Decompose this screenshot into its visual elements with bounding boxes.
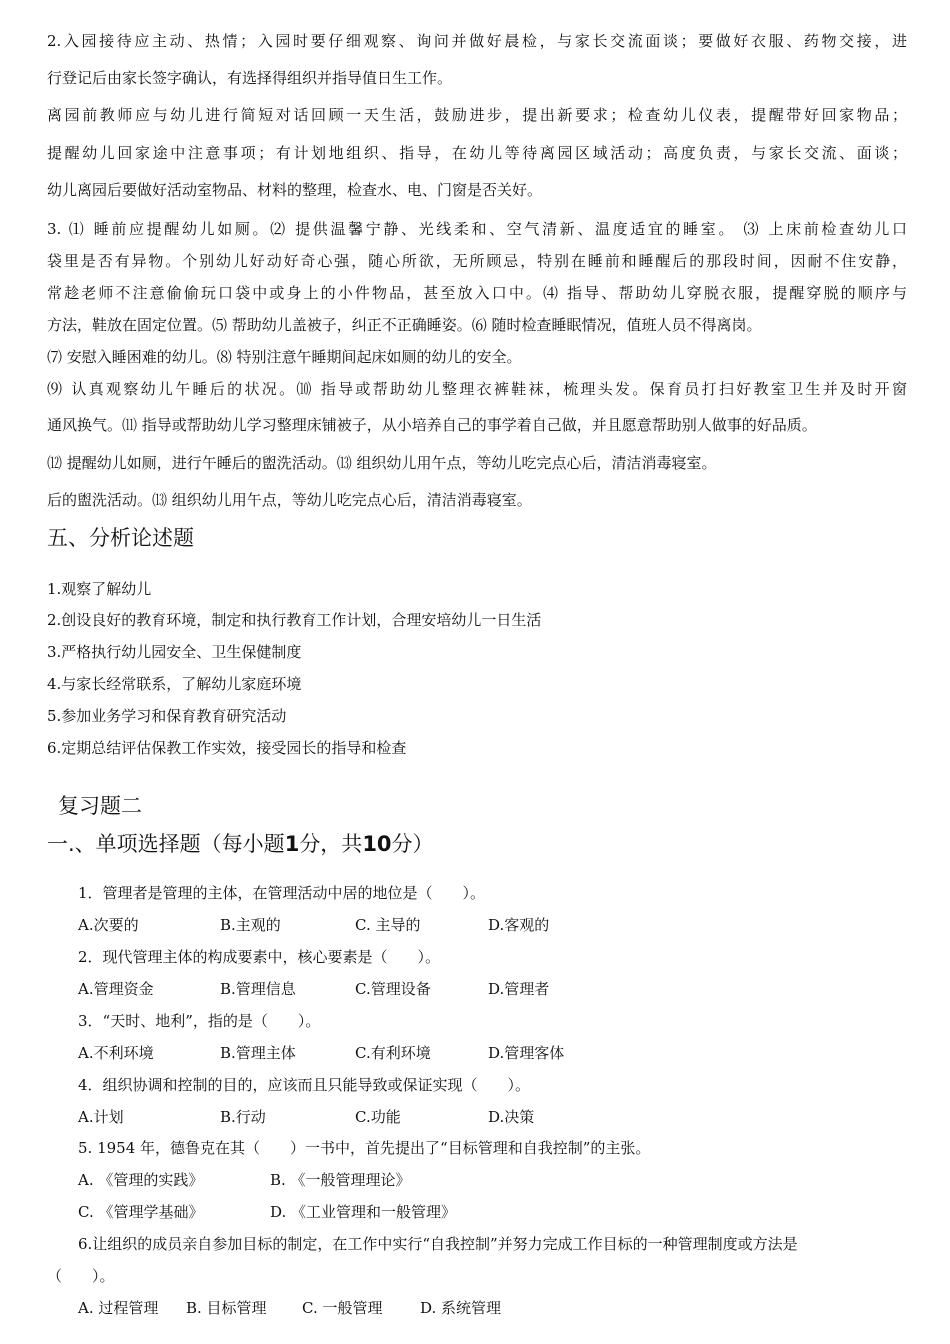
option: C.有利环境 <box>355 1044 431 1062</box>
section-heading: 五、分析论述题 <box>47 526 194 550</box>
option: B.管理主体 <box>220 1044 296 1062</box>
paragraph-3-line: ⑿ 提醒幼儿如厕，进行午睡后的盥洗活动。⒀ 组织幼儿用午点，等幼儿吃完点心后，清洁消毒寝室。 <box>47 454 717 472</box>
paragraph-leave-line: 幼儿离园后要做好活动室物品、材料的整理，检查水、电、门窗是否关好。 <box>47 181 543 199</box>
option: A.不利环境 <box>78 1044 154 1062</box>
option: C.管理设备 <box>355 980 431 998</box>
paragraph-3-line: 袋里是否有异物。个别幼儿好动好奇心强，随心所欲，无所顾忌，特别在睡前和睡醒后的那段时间，因耐不住安静， <box>47 252 907 270</box>
option: A. 《管理的实践》 <box>78 1171 204 1189</box>
question: 4．组织协调和控制的目的，应该而且只能导致或保证实现（ ）。 <box>78 1076 531 1094</box>
option: D.管理客体 <box>488 1044 565 1062</box>
option: A.次要的 <box>78 916 139 934</box>
paragraph-leave-line: 提醒幼儿回家途中注意事项；有计划地组织、指导，在幼儿等待离园区域活动；高度负责，与家长交流、面谈； <box>47 144 907 162</box>
option: B.主观的 <box>220 916 281 934</box>
question-continuation: （ ）。 <box>47 1267 115 1285</box>
option: A.管理资金 <box>78 980 154 998</box>
heading-number: 10 <box>362 832 392 856</box>
list-item: 1.观察了解幼儿 <box>47 580 152 598</box>
question: 1．管理者是管理的主体，在管理活动中居的地位是（ ）。 <box>78 884 486 902</box>
question: 6.让组织的成员亲自参加目标的制定，在工作中实行“自我控制”并努力完成工作目标的一种管理制度或方法是 <box>78 1235 798 1253</box>
paragraph-2-line: 2.入园接待应主动、热情；入园时要仔细观察、询问并做好晨检，与家长交流面谈；要做好衣服、药物交接，进 <box>47 32 907 50</box>
heading-text: 分，共 <box>299 832 363 856</box>
heading-number: 1 <box>284 832 300 856</box>
option: C. 主导的 <box>355 916 421 934</box>
list-item: 5.参加业务学习和保育教育研究活动 <box>47 707 287 725</box>
heading-text: 分） <box>391 832 434 856</box>
paragraph-3-line: ⑼ 认真观察幼儿午睡后的状况。⑽ 指导或帮助幼儿整理衣裤鞋袜，梳理头发。保育员打扫好教室卫生并及时开窗 <box>47 380 907 398</box>
option: C.功能 <box>355 1108 401 1126</box>
option: D.决策 <box>488 1108 535 1126</box>
question: 2．现代管理主体的构成要素中，核心要素是（ ）。 <box>78 948 441 966</box>
option: B. 目标管理 <box>186 1299 267 1317</box>
paragraph-3-line: 常趁老师不注意偷偷玩口袋中或身上的小件物品，甚至放入口中。⑷ 指导、帮助幼儿穿脱衣服，提醒穿脱的顺序与 <box>47 284 907 302</box>
option: B. 《一般管理理论》 <box>270 1171 411 1189</box>
option: D. 系统管理 <box>420 1299 502 1317</box>
option: B.管理信息 <box>220 980 296 998</box>
list-item: 3.严格执行幼儿园安全、卫生保健制度 <box>47 643 302 661</box>
paragraph-2-line: 行登记后由家长签字确认，有选择得组织并指导值日生工作。 <box>47 69 453 87</box>
option: A. 过程管理 <box>78 1299 159 1317</box>
review-title: 复习题二 <box>58 794 142 818</box>
option: A.计划 <box>78 1108 124 1126</box>
question: 3．“天时、地利”，指的是（ ）。 <box>78 1012 321 1030</box>
paragraph-3-line: 3. ⑴ 睡前应提醒幼儿如厕。⑵ 提供温馨宁静、光线柔和、空气清新、温度适宜的睡室。 ⑶ 上床前检查幼儿口 <box>47 220 907 238</box>
list-item: 4.与家长经常联系，了解幼儿家庭环境 <box>47 675 302 693</box>
paragraph-3-line: 后的盥洗活动。⒀ 组织幼儿用午点，等幼儿吃完点心后，清洁消毒寝室。 <box>47 491 532 509</box>
section-heading <box>47 830 434 858</box>
option: D.管理者 <box>488 980 550 998</box>
option: B.行动 <box>220 1108 266 1126</box>
option: C. 《管理学基础》 <box>78 1203 204 1221</box>
paragraph-3-line: ⑺ 安慰入睡困难的幼儿。⑻ 特别注意午睡期间起床如厕的幼儿的安全。 <box>47 348 522 366</box>
paragraph-leave-line: 离园前教师应与幼儿进行简短对话回顾一天生活，鼓励进步，提出新要求；检查幼儿仪表，提醒带好回家物品； <box>47 106 907 124</box>
paragraph-3-line: 方法，鞋放在固定位置。⑸ 帮助幼儿盖被子，纠正不正确睡姿。⑹ 随时检查睡眠情况，值班人员不得离岗。 <box>47 316 762 334</box>
paragraph-3-line: 通风换气。⑾ 指导或帮助幼儿学习整理床铺被子，从小培养自己的事学着自己做，并且愿意帮助别人做事的好品质。 <box>47 416 817 434</box>
heading-text: 一.、单项选择题（每小题 <box>47 832 285 856</box>
list-item: 6.定期总结评估保教工作实效，接受园长的指导和检查 <box>47 739 407 757</box>
option: D.客观的 <box>488 916 550 934</box>
list-item: 2.创设良好的教育环境，制定和执行教育工作计划，合理安培幼儿一日生活 <box>47 611 542 629</box>
option: D. 《工业管理和一般管理》 <box>270 1203 457 1221</box>
option: C. 一般管理 <box>302 1299 383 1317</box>
question: 5. 1954 年，德鲁克在其（ ）一书中，首先提出了“目标管理和自我控制”的主张。 <box>78 1139 651 1157</box>
